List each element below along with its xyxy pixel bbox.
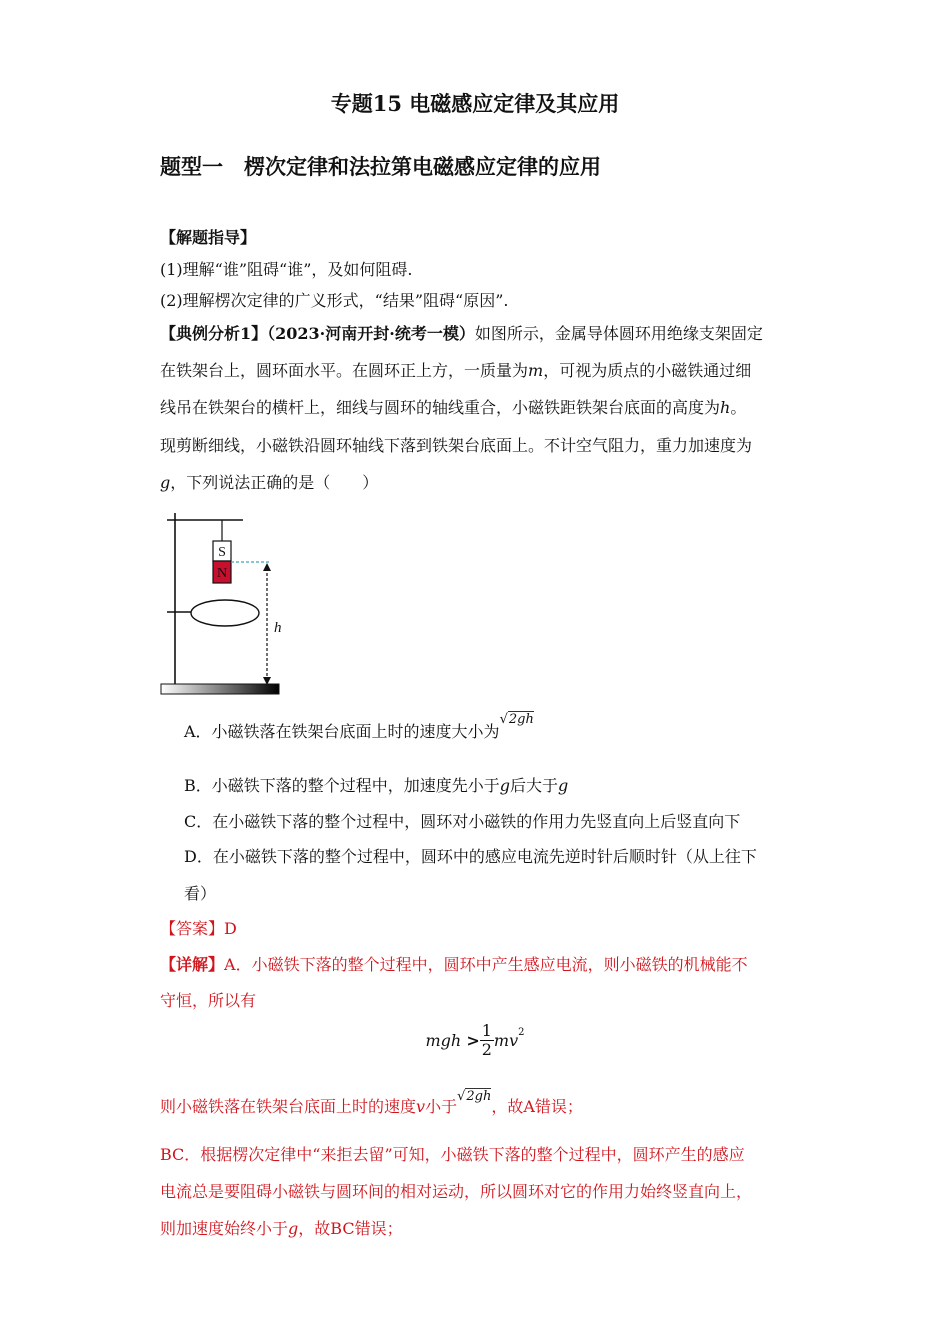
- var-h: h: [720, 398, 731, 417]
- answer-label: 【答案】D: [160, 919, 237, 938]
- option-b-mid: 后大于: [510, 776, 559, 795]
- guide-point-2: (2)理解楞次定律的广义形式，“结果”阻碍“原因”.: [160, 291, 509, 310]
- option-a-text: A．小磁铁落在铁架台底面上时的速度大小为: [184, 722, 500, 741]
- question-text: 在铁架台上，圆环面水平。在圆环正上方，一质量为: [160, 361, 529, 380]
- sqrt-radicand: 2gh: [508, 712, 534, 727]
- question-line-5: [160, 473, 378, 493]
- option-b-text: B．小磁铁下落的整个过程中，加速度先小于: [184, 776, 500, 795]
- metal-ring: [191, 600, 259, 626]
- eq-exponent: 2: [518, 1027, 525, 1038]
- question-text: 。: [730, 398, 747, 417]
- eq-gt: >: [466, 1031, 480, 1050]
- sqrt-2gh: √2gh: [499, 712, 534, 727]
- var-g: g: [499, 776, 511, 795]
- example-tag: 【典例分析1】: [160, 324, 268, 343]
- page-title: 专题15 电磁感应定律及其应用: [330, 91, 620, 116]
- question-text: ，下列说法正确的是（ ）: [170, 473, 379, 492]
- question-text: 如图所示，金属导体圆环用绝缘支架固定: [474, 324, 763, 343]
- bc-text: ，故BC错误；: [298, 1219, 403, 1238]
- guide-point-1: (1)理解“谁”阻碍“谁”，及如何阻碍.: [160, 260, 413, 279]
- magnet-s-label: S: [218, 545, 226, 560]
- question-line-1: [160, 324, 763, 344]
- section-heading: 题型一 楞次定律和法拉第电磁感应定律的应用: [160, 154, 601, 179]
- sqrt-2gh: √2gh: [457, 1089, 492, 1104]
- eq-denominator: 2: [481, 1040, 492, 1059]
- height-label: h: [274, 620, 282, 636]
- var-v: v: [416, 1097, 426, 1116]
- bc-line-2: 电流总是要阻碍小磁铁与圆环间的相对运动，所以圆环对它的作用力始终竖直向上，: [160, 1182, 753, 1201]
- eq-left: mgh: [425, 1031, 462, 1050]
- eq-fraction: [480, 1022, 494, 1059]
- detail-label: 【详解】: [160, 955, 225, 974]
- question-text: ，可视为质点的小磁铁通过细: [543, 361, 752, 380]
- var-m: m: [528, 361, 544, 380]
- bc-text: 则加速度始终小于: [160, 1219, 289, 1238]
- sqrt-radicand: 2gh: [466, 1089, 492, 1104]
- option-d-continued: 看）: [184, 884, 217, 903]
- var-g: g: [160, 473, 171, 492]
- detail-text: A．小磁铁下落的整个过程中，圆环中产生感应电流，则小磁铁的机械能不: [224, 955, 748, 974]
- option-d: D．在小磁铁下落的整个过程中，圆环中的感应电流先逆时针后顺时针（从上往下: [184, 847, 757, 866]
- option-c: C．在小磁铁下落的整个过程中，圆环对小磁铁的作用力先竖直向上后竖直向下: [184, 812, 741, 831]
- question-text: 线吊在铁架台的横杆上，细线与圆环的轴线重合，小磁铁距铁架台底面的高度为: [160, 398, 721, 417]
- stand-base: [161, 684, 279, 694]
- var-g: g: [288, 1219, 299, 1238]
- bc-line-1: BC．根据楞次定律中“来拒去留”可知，小磁铁下落的整个过程中，圆环产生的感应: [160, 1145, 745, 1164]
- question-line-2: [160, 361, 751, 381]
- apparatus-figure: [155, 508, 295, 698]
- var-g: g: [558, 776, 569, 795]
- concl-text: 则小磁铁落在铁架台底面上时的速度: [160, 1097, 417, 1116]
- arrow-head-up: [263, 563, 271, 571]
- concl-text: 小于: [425, 1097, 458, 1116]
- option-b: [184, 776, 568, 796]
- question-line-3: [160, 398, 746, 418]
- detail-line-2: 守恒，所以有: [160, 991, 257, 1010]
- eq-numerator: 1: [481, 1021, 492, 1040]
- option-a: [184, 712, 534, 744]
- magnet-n-label: N: [216, 566, 228, 581]
- detail-line-1: [160, 955, 748, 975]
- question-line-4: 现剪断细线，小磁铁沿圆环轴线下落到铁架台底面上。不计空气阻力，重力加速度为: [160, 436, 753, 455]
- conclusion-line: [160, 1089, 583, 1119]
- bc-line-3: [160, 1219, 403, 1239]
- guide-heading: 【解题指导】: [160, 228, 257, 247]
- energy-equation: [0, 1022, 950, 1059]
- eq-right: mv: [493, 1031, 519, 1050]
- example-source: （2023·河南开封·统考一模）: [267, 324, 475, 343]
- concl-text: ，故A错误；: [491, 1097, 583, 1116]
